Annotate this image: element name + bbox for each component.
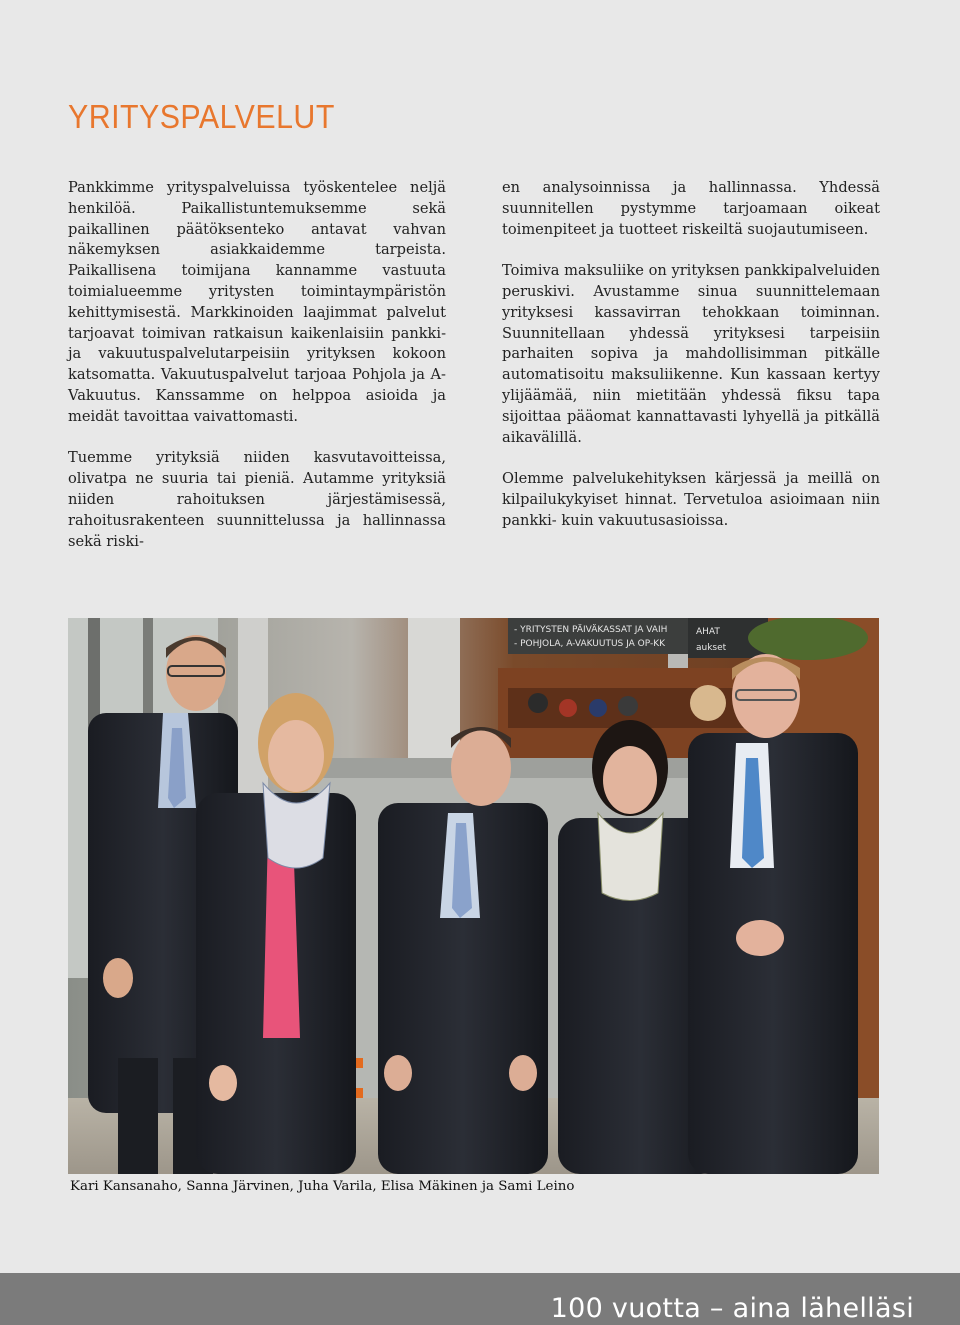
paragraph: Olemme palvelukehityksen kärjessä ja meillä on kilpailukykyiset hinnat. Tervetuloa asioimaan niin pankki- kuin vakuutusasioissa. — [502, 470, 880, 529]
sign-line-4: aukset — [696, 643, 727, 653]
photo-caption: Kari Kansanaho, Sanna Järvinen, Juha Varila, Elisa Mäkinen ja Sami Leino — [70, 1179, 575, 1194]
paragraph: en analysoinnissa ja hallinnassa. Yhdessä suunnitellen pystymme tarjoamaan oikeat toimenpiteet ja tuotteet riskeiltä suojautumiseen. — [502, 179, 880, 238]
left-text-column — [68, 178, 446, 573]
sign-line-3: AHAT — [696, 627, 720, 637]
paragraph: Tuemme yrityksiä niiden kasvutavoitteissa, olivatpa ne suuria tai pieniä. Autamme yrityksiä niiden rahoituksen järjestämisessä, rahoitusrakenteen suunnittelussa ja hallinnassa sekä riski- — [68, 449, 446, 550]
group-photo — [68, 618, 879, 1174]
footer-bar — [0, 1273, 960, 1325]
paragraph: Pankkimme yrityspalveluissa työskentelee neljä henkilöä. Paikallistuntemuksemme sekä paikallinen päätöksenteko antavat vahvan näkemyksen asiakkaidemme tarpeista. Paikallisena toimijana kannamme vastuuta toimialueemme yritysten toimintaympäristön kehittymisestä. Markkinoiden laajimmat palvelut tarjoavat toimivan ratkaisun kaikenlaisiin pankki- ja vakuutuspalvelutarpeisiin yrityksen kokoon katsomatta. Vakuutuspalvelut tarjoaa Pohjola ja A-Vakuutus. Kanssamme on helppoa asioida ja meidät tavoittaa vaivattomasti. — [68, 179, 446, 425]
paragraph: Toimiva maksuliike on yrityksen pankkipalveluiden peruskivi. Avustamme sinua suunnittelemaan yrityksesi kassavirran tehokkaan toiminnan. Suunnitellaan yhdessä yrityksesi tarpeisiin parhaiten sopiva ja mahdollisimman pitkälle automatisoitu maksuliikenne. Kun kassaan kertyy ylijäämää, niin mietitään yhdessä fiksu tapa sijoittaa pääomat kannattavasti lyhyellä ja pitkällä aikavälillä. — [502, 262, 880, 446]
page-title: YRITYSPALVELUT — [68, 98, 335, 135]
right-text-column — [502, 178, 880, 552]
sign-line-1: - YRITYSTEN PÄIVÄKASSAT JA VAIH — [514, 625, 668, 635]
footer-slogan: 100 vuotta – aina lähelläsi — [550, 1293, 914, 1324]
sign-line-2: - POHJOLA, A-VAKUUTUS JA OP-KK — [514, 639, 666, 649]
